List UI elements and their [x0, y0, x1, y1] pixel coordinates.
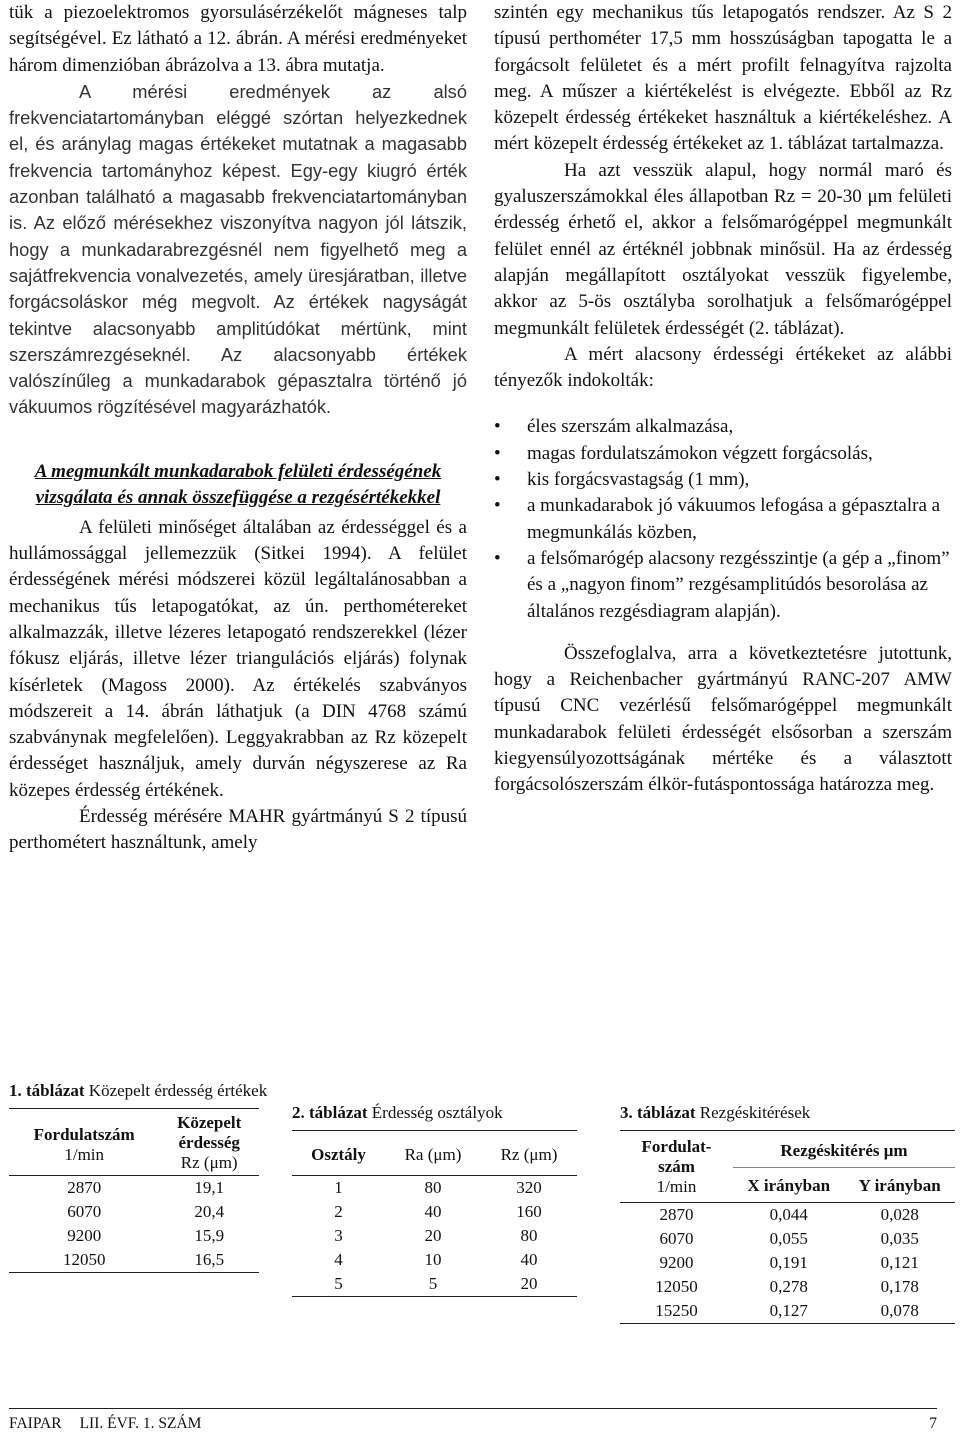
list-item: • éles szerszám alkalmazása, [494, 414, 952, 440]
list-item: • a munkadarabok jó vákuumos lefogása a gépasztalra a megmunkálás közben, [494, 493, 952, 546]
table-caption [620, 1102, 955, 1124]
factor-list [494, 414, 952, 624]
table-caption-text: Közepelt érdesség értékek [84, 1081, 268, 1100]
table-cell: 0,078 [880, 1301, 919, 1320]
column-header [159, 1109, 259, 1176]
table-cell: 0,055 [769, 1229, 808, 1248]
header-line: Rz (μm) [180, 1153, 238, 1172]
table-cell: 2870 [659, 1205, 694, 1224]
table-cell: 0,191 [769, 1253, 808, 1272]
list-item: • magas fordulatszámokon végzett forgácsolás, [494, 441, 952, 467]
header-line: érdesség [178, 1133, 240, 1152]
table-caption-text: Rezgéskitérések [695, 1103, 811, 1122]
left-column [9, 0, 467, 857]
table-row [620, 1299, 955, 1324]
table-row [292, 1272, 577, 1297]
header-line: 1/min [656, 1176, 697, 1196]
column-header [9, 1109, 159, 1176]
header-line: 1/min [64, 1145, 105, 1164]
table-cell: 12050 [655, 1277, 698, 1296]
list-item: • a felsőmarógép alacsony rezgésszintje (a gép a „finom” és a „nagyon finom” rezgésamplitúdós besorolása az általános rezgésdiagram alapján). [494, 546, 952, 625]
header-line: szám [658, 1156, 695, 1176]
table-cell: 40 [424, 1202, 442, 1221]
table-cell: 4 [334, 1250, 343, 1269]
table-cell: 0,121 [880, 1253, 919, 1272]
journal-name: FAIPAR [9, 1415, 62, 1432]
table-caption [9, 1080, 269, 1102]
column-header: Ra (μm) [404, 1145, 462, 1164]
table-cell: 12050 [62, 1250, 106, 1269]
table-row [9, 1224, 259, 1248]
table-cell: 20 [520, 1274, 538, 1293]
table-row [620, 1227, 955, 1251]
header-line: Fordulatszám [33, 1125, 135, 1144]
header-line: Közepelt [177, 1113, 242, 1132]
table-cell: 15250 [655, 1301, 698, 1320]
section-title: A megmunkált munkadarabok felületi érdességének vizsgálata és annak összefüggése a rezgésértékekkel [34, 460, 442, 508]
table-cell: 5 [334, 1274, 343, 1293]
paragraph-part: A mérési eredmények az alsó frekvenciatartományban eléggé szórtan helyezkednek el, és aránylag magas értékeket mutatnak a magasabb frekvencia tartományhoz képest. Egy-egy kiugró érték azonban található a magasabb frekvenciatartományban is. [9, 80, 467, 234]
table-row [9, 1200, 259, 1224]
header-line: Fordulat- [641, 1136, 712, 1156]
table-cell: 320 [516, 1178, 542, 1197]
column-header [620, 1131, 733, 1203]
table-cell: 40 [520, 1250, 538, 1269]
table-cell: 6070 [67, 1202, 102, 1221]
table-number: 2. táblázat [292, 1103, 368, 1122]
table-cell: 2870 [67, 1178, 102, 1197]
table-cell: 0,028 [880, 1205, 919, 1224]
paragraph: Összefoglalva, arra a következtetésre jutottunk, hogy a Reichenbacher gyártmányú RANC-207 AMW típusú CNC vezérlésű felsőmarógéppel megmunkált munkadarabok felületi érdességét elsősorban a szerszám kiegyensúlyozottságának mértéke és a választott forgácsolószerszám élkör-futáspontossága határozza meg. [494, 642, 952, 796]
table-cell: 80 [520, 1226, 538, 1245]
table-cell: 16,5 [194, 1250, 225, 1269]
paragraph: Ha azt vesszük alapul, hogy normál maró és gyaluszerszámokkal éles állapotban Rz = 20-30 μm felületi érdesség érhető el, akkor a felsőmarógéppel megmunkált felület ennél az értéknél jobbnak minősül. Ha az érdesség alapján megállapított osztályokat vesszük figyelembe, akkor az 5-ös osztályba sorolhatjuk a felsőmarógéppel megmunkált felületek érdességét (2. táblázat). [494, 159, 952, 339]
paragraph: szintén egy mechanikus tűs letapogatós rendszer. Az S 2 típusú perthométer 17,5 mm hosszúságban tapogatta le a forgácsolt felületet és a mért profilt felnagyítva rajzolta meg. A műszer a kiértékelést is elvégezte. Ebből az Rz közepelt érdesség értékeket használtuk a kiértékeléshez. A mért közepelt érdesség értékeket az 1. táblázat tartalmazza. [494, 2, 952, 155]
table-cell: 3 [334, 1226, 343, 1245]
table-number: 1. táblázat [9, 1081, 85, 1100]
table-cell: 80 [424, 1178, 442, 1197]
table-cell: 15,9 [194, 1226, 225, 1245]
journal-info [9, 1415, 219, 1432]
column-header: Rezgéskitérés μm [733, 1131, 955, 1168]
table-cell: 0,127 [769, 1301, 808, 1320]
table-cell: 0,035 [880, 1229, 919, 1248]
paragraph: tük a piezoelektromos gyorsulásérzékelőt mágneses talp segítségével. Ez látható a 12. ábrán. A mérési eredményeket három dimenzióban ábrázolva a 13. ábra mutatja. [9, 2, 467, 76]
table-1 [9, 1080, 269, 1273]
table-cell: 9200 [659, 1253, 694, 1272]
table-cell: 20 [424, 1226, 442, 1245]
paragraph: A mért alacsony érdességi értékeket az alábbi tényezők indokolták: [494, 343, 952, 392]
table-cell: 19,1 [194, 1178, 225, 1197]
page-footer [9, 1408, 937, 1433]
table-caption [292, 1102, 582, 1124]
paragraph: Érdesség mérésére MAHR gyártmányú S 2 típusú perthométert használtunk, amely [9, 806, 467, 854]
table-row [9, 1248, 259, 1273]
paragraph [9, 79, 467, 421]
table-cell: 1 [334, 1178, 343, 1197]
table-cell: 2 [334, 1202, 343, 1221]
table-cell: 6070 [659, 1229, 694, 1248]
table-cell: 5 [428, 1274, 438, 1293]
list-item: • kis forgácsvastagság (1 mm), [494, 467, 952, 493]
table [620, 1130, 955, 1324]
table-number: 3. táblázat [620, 1103, 696, 1122]
table-cell: 20,4 [194, 1202, 225, 1221]
table-row [620, 1203, 955, 1228]
table-row [292, 1176, 577, 1201]
page-number: 7 [929, 1415, 937, 1432]
table-cell: 10 [424, 1250, 442, 1269]
table-cell: 9200 [67, 1226, 102, 1245]
table-cell: 0,044 [769, 1205, 808, 1224]
column-header: X irányban [747, 1176, 831, 1195]
table-caption-text: Érdesség osztályok [367, 1103, 503, 1122]
table-row [292, 1248, 577, 1272]
column-header: Rz (μm) [500, 1145, 558, 1164]
table-row [620, 1251, 955, 1275]
journal-volume: LII. ÉVF. 1. SZÁM [79, 1415, 202, 1432]
table-row [620, 1275, 955, 1299]
table-cell: 160 [516, 1202, 542, 1221]
table-3 [620, 1102, 955, 1324]
paragraph: A felületi minőséget általában az érdességgel és a hullámossággal jellemezzük (Sitkei 1994). A felület érdességének mérési módszerei közül legáltalánosabban a mechanikus tűs letapogatókat, az ún. perthométereket alkalmazzák, illetve lézeres letapogató rendszerekkel (lézer fókusz eljárás, illetve lézer triangulációs eljárás) folynak kísérletek (Magoss 2000). Az értékelés szabványos módszereit a 14. ábrán láthatjuk (a DIN 4768 számú szabványnak megfelelően). Leggyakrabban az Rz közepelt érdességet használjuk, amely durván négyszerese az Ra közepes érdesség értékének. [9, 516, 467, 801]
column-header: Y irányban [858, 1176, 941, 1195]
table-row [292, 1224, 577, 1248]
table-cell: 0,278 [769, 1277, 808, 1296]
column-header: Osztály [311, 1145, 366, 1164]
table-row [292, 1200, 577, 1224]
table-row [9, 1176, 259, 1201]
table-2 [292, 1102, 582, 1297]
right-column [494, 0, 952, 799]
table-cell: 0,178 [880, 1277, 919, 1296]
table [292, 1130, 577, 1297]
table [9, 1108, 259, 1273]
paragraph-part: Az előző mérésekhez viszonyítva nagyon jól látszik, hogy a munkadarabrezgésnél nem figyelhető meg a sajátfrekvencia vonalvezetés, amely üresjáratban, illetve forgácsoláskor még megvolt. Az értékek nagyságát tekintve alacsonyabb amplitúdókat mértünk, mint szerszámrezgéseknél. Az alacsonyabb értékek valószínűleg a munkadarabok gépasztalra történő jó vákuumos rögzítésével magyarázhatók. [9, 212, 467, 418]
